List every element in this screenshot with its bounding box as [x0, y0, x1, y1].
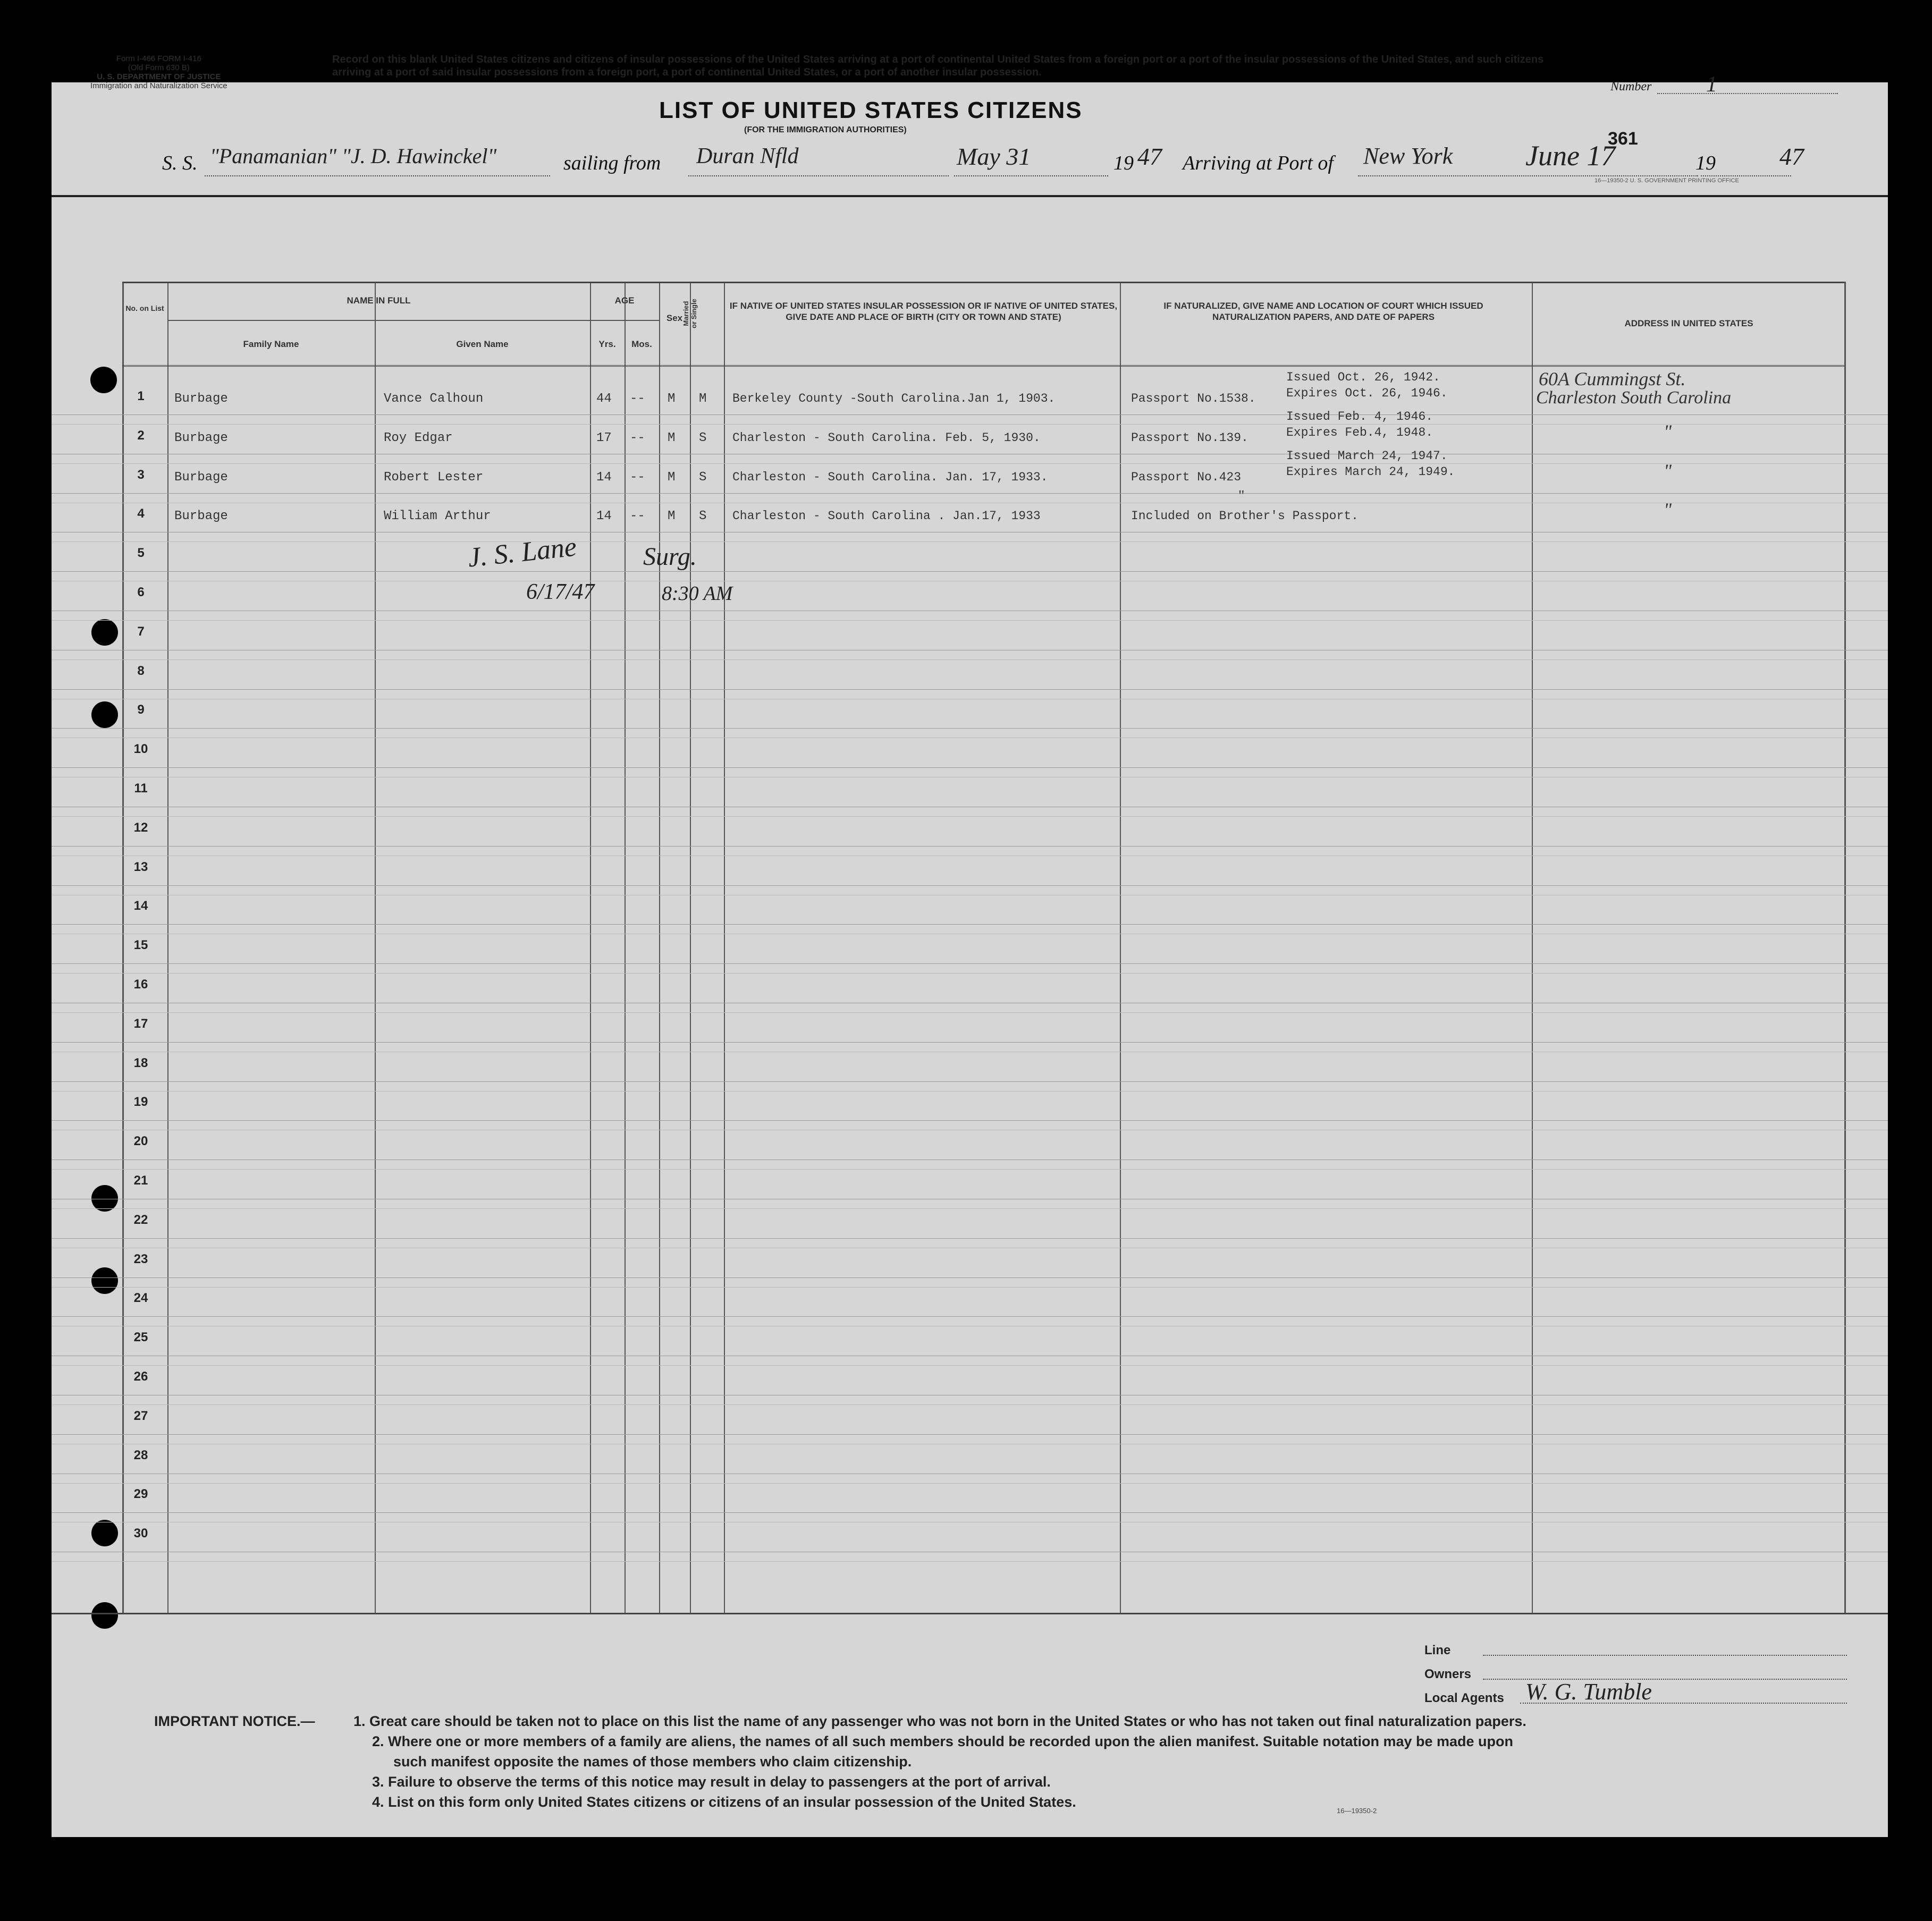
row-number: 18 [133, 1055, 148, 1070]
row-rule [52, 1512, 1888, 1513]
stamp-number: 361 [1608, 129, 1638, 149]
punch-hole [90, 367, 117, 393]
record-instructions: Record on this blank United States citizens and citizens of insular possessions of the United States arriving at a port of continental United States from a foreign port or a port of the insular possessions of the United States, and such citizens arriving at a port of said insular possessions from a foreign port, a port of continental United States, or a port of another insular possession. [332, 54, 1544, 78]
row-number: 10 [133, 742, 148, 757]
address-cell: " [1664, 460, 1672, 481]
inspector-signature-2: Surg. [643, 543, 697, 571]
row-number: 4 [137, 506, 145, 521]
header-sex: Sex [666, 313, 683, 323]
given-name-cell: Vance Calhoun [384, 392, 484, 406]
notice-item-3: 3. Failure to observe the terms of this notice may result in delay to passengers at the port of arrival. [372, 1774, 1051, 1790]
row-rule [52, 728, 1888, 729]
row-rule [52, 1042, 1888, 1043]
header-age: AGE [614, 295, 635, 306]
row-guide [52, 1483, 1888, 1484]
arr-year-prefix: 19 [1695, 152, 1716, 174]
row-rule [52, 1316, 1888, 1317]
family-name-cell: Burbage [174, 392, 228, 406]
row-number: 7 [137, 624, 145, 639]
service-name: Immigration and Naturalization Service [90, 81, 227, 90]
header-top-rule [122, 282, 1844, 283]
row-number: 26 [133, 1369, 148, 1384]
birth-cell: Berkeley County -South Carolina.Jan 1, 1903. [732, 392, 1056, 405]
row-rule [52, 963, 1888, 964]
row-rule [52, 493, 1888, 494]
row-number: 3 [137, 467, 145, 482]
sex-cell: M [668, 430, 676, 445]
row-number: 11 [134, 781, 148, 796]
to-port-line [1358, 175, 1698, 176]
arriving-label: Arriving at Port of [1183, 152, 1334, 174]
row-number: 27 [133, 1408, 148, 1423]
passport-ditto-mark: " [1238, 488, 1245, 505]
passport-issued-cell: Issued March 24, 1947. [1286, 448, 1448, 463]
age-months-cell: -- [630, 509, 645, 524]
address-line-2: Charleston South Carolina [1536, 388, 1732, 408]
row-rule [52, 1120, 1888, 1121]
birth-cell: Charleston - South Carolina. Feb. 5, 1930. [732, 430, 1041, 445]
sex-cell: M [668, 392, 676, 406]
ss-label: S. S. [162, 152, 198, 174]
local-agents-signature: W. G. Tumble [1525, 1679, 1652, 1705]
header-family-name: Family Name [243, 339, 299, 349]
row-number: 8 [137, 663, 145, 678]
sail-date: May 31 [957, 143, 1031, 170]
punch-hole [91, 1520, 118, 1546]
row-guide [52, 1561, 1888, 1562]
header-given-name: Given Name [456, 339, 509, 349]
row-guide [52, 973, 1888, 974]
row-number: 5 [137, 546, 145, 561]
row-number: 19 [133, 1095, 148, 1110]
row-number: 2 [137, 428, 145, 443]
inspector-date: 6/17/47 [526, 580, 595, 604]
header-address: ADDRESS IN UNITED STATES [1624, 318, 1753, 328]
passport-cell: Included on Brother's Passport. [1131, 509, 1359, 523]
row-number: 13 [133, 859, 148, 874]
old-form-number: (Old Form 630 B) [128, 63, 190, 72]
row-guide [52, 1404, 1888, 1405]
address-cell: 60A Cummingst St. [1539, 368, 1686, 390]
row-number: 6 [137, 585, 145, 599]
printing-office-note: 16—19350-2 U. S. GOVERNMENT PRINTING OFFICE [1594, 177, 1739, 184]
row-rule [52, 1434, 1888, 1435]
number-label: Number [1610, 80, 1652, 94]
sex-cell: M [668, 509, 676, 524]
row-rule [52, 885, 1888, 886]
list-number: 1 [1706, 72, 1717, 97]
row-guide [52, 1169, 1888, 1170]
row-guide [52, 1208, 1888, 1209]
column-rule [724, 282, 725, 1613]
header-yrs: Yrs. [598, 339, 616, 349]
row-number: 30 [133, 1526, 148, 1541]
row-number: 22 [133, 1212, 148, 1227]
row-number: 28 [133, 1448, 148, 1462]
header-no-on-list: No. on List [125, 304, 164, 312]
row-rule [52, 1238, 1888, 1239]
from-port-line [688, 175, 949, 176]
name-subheader-rule [167, 320, 590, 321]
ship-line [205, 175, 550, 176]
table-top-rule [52, 195, 1888, 197]
from-port: Duran Nfld [696, 144, 799, 168]
row-guide [52, 541, 1888, 542]
punch-hole [91, 1602, 118, 1629]
column-rule [690, 282, 691, 1613]
line-field [1483, 1655, 1847, 1656]
table-bottom-rule [52, 1613, 1888, 1614]
row-guide [52, 620, 1888, 621]
address-cell: " [1664, 420, 1672, 442]
column-rule [590, 282, 591, 1613]
header-name-in-full: NAME IN FULL [347, 295, 411, 306]
row-rule [52, 1277, 1888, 1278]
page-subtitle: (FOR THE IMMIGRATION AUTHORITIES) [744, 125, 907, 134]
sail-year-prefix: 19 [1113, 152, 1134, 174]
row-rule [52, 571, 1888, 572]
column-rule [659, 282, 660, 1613]
row-number: 24 [133, 1291, 148, 1306]
punch-hole [91, 619, 118, 646]
row-guide [52, 1365, 1888, 1366]
header-bottom-rule [122, 365, 1844, 367]
age-years-cell: 14 [596, 509, 612, 524]
arr-date-line [1701, 175, 1791, 176]
column-rule [375, 282, 376, 1613]
sail-year: 47 [1137, 143, 1162, 170]
column-rule [1532, 282, 1533, 1613]
row-rule [52, 767, 1888, 768]
row-guide [52, 816, 1888, 817]
notice-title: IMPORTANT NOTICE.— [154, 1713, 315, 1729]
row-guide [52, 1287, 1888, 1288]
marital-status-cell: S [699, 470, 707, 485]
row-number: 23 [133, 1251, 148, 1266]
row-number: 25 [133, 1330, 148, 1345]
header-married-single: Married or Single [682, 299, 698, 328]
local-agents-label: Local Agents [1424, 1691, 1504, 1705]
row-number: 16 [133, 977, 148, 992]
header-naturalized: IF NATURALIZED, GIVE NAME AND LOCATION OF COURT WHICH ISSUED NATURALIZATION PAPERS, AND DATE OF PAPERS [1163, 301, 1483, 322]
owners-label: Owners [1424, 1667, 1472, 1681]
address-cell: " [1664, 499, 1672, 521]
number-line [1657, 93, 1838, 94]
notice-item-1: 1. Great care should be taken not to place on this list the name of any passenger who was not born in the United States or who has not taken out final naturalization papers. [353, 1713, 1526, 1729]
inspector-signature: J. S. Lane [466, 531, 578, 573]
row-guide [52, 659, 1888, 660]
row-rule [52, 1081, 1888, 1082]
age-months-cell: -- [630, 392, 645, 406]
family-name-cell: Burbage [174, 509, 228, 524]
inspection-time: 8:30 AM [662, 582, 733, 605]
form-code: 16—19350-2 [1337, 1807, 1377, 1815]
punch-hole [91, 1185, 118, 1212]
age-subheader-rule [590, 320, 659, 321]
age-months-cell: -- [630, 470, 645, 485]
line-label: Line [1424, 1643, 1451, 1657]
passport-expires-cell: Expires Oct. 26, 1946. [1286, 386, 1448, 400]
passport-issued-cell: Issued Feb. 4, 1946. [1286, 409, 1433, 424]
passport-cell: Passport No.423 [1131, 470, 1242, 484]
notice-item-4: 4. List on this form only United States citizens or citizens of an insular possession of the United States. [372, 1794, 1076, 1810]
row-guide [52, 1012, 1888, 1013]
row-number: 1 [137, 389, 145, 403]
given-name-cell: William Arthur [384, 509, 491, 524]
family-name-cell: Burbage [174, 430, 228, 445]
row-number: 15 [133, 938, 148, 953]
passport-expires-cell: Expires March 24, 1949. [1286, 464, 1455, 479]
column-rule [167, 282, 168, 1613]
given-name-cell: Robert Lester [384, 470, 484, 485]
sail-date-line [954, 175, 1108, 176]
column-rule [1120, 282, 1121, 1613]
form-number: Form I-466 FORM I-416 [116, 54, 201, 63]
row-rule [52, 414, 1888, 415]
row-guide [52, 424, 1888, 425]
punch-hole [91, 1267, 118, 1294]
passport-issued-cell: Issued Oct. 26, 1942. [1286, 370, 1440, 384]
age-months-cell: -- [630, 430, 645, 445]
notice-item-2a: 2. Where one or more members of a family are aliens, the names of all such members should be recorded upon the alien manifest. Suitable notation may be made upon [372, 1733, 1514, 1749]
ship-name: "Panamanian" "J. D. Hawinckel" [210, 144, 497, 168]
age-years-cell: 44 [596, 392, 612, 406]
column-rule [625, 282, 626, 1613]
marital-status-cell: S [699, 430, 707, 445]
given-name-cell: Roy Edgar [384, 430, 453, 445]
department-name: U. S. DEPARTMENT OF JUSTICE [97, 72, 221, 81]
row-number: 12 [133, 820, 148, 835]
row-number: 21 [133, 1173, 148, 1188]
notice-item-2b: such manifest opposite the names of those members who claim citizenship. [393, 1754, 912, 1770]
column-rule [1844, 282, 1846, 1613]
row-number: 17 [133, 1016, 148, 1031]
sex-cell: M [668, 470, 676, 485]
page-title: LIST OF UNITED STATES CITIZENS [659, 97, 1083, 123]
birth-cell: Charleston - South Carolina. Jan. 17, 1933. [732, 470, 1048, 484]
age-years-cell: 17 [596, 430, 612, 445]
row-rule [52, 689, 1888, 690]
to-port: New York [1363, 143, 1453, 169]
punch-hole [91, 701, 118, 728]
row-number: 29 [133, 1487, 148, 1502]
family-name-cell: Burbage [174, 470, 228, 485]
row-number: 14 [133, 899, 148, 913]
row-guide [52, 463, 1888, 464]
passport-cell: Passport No.139. [1131, 430, 1248, 445]
arr-year: 47 [1779, 143, 1804, 170]
passport-expires-cell: Expires Feb.4, 1948. [1286, 425, 1433, 439]
marital-status-cell: S [699, 509, 707, 524]
row-rule [52, 924, 1888, 925]
birth-cell: Charleston - South Carolina . Jan.17, 1933 [732, 509, 1041, 523]
row-rule [52, 846, 1888, 847]
form-identifier [90, 54, 227, 90]
row-number: 9 [137, 703, 145, 717]
arrival-date: June 17 [1525, 140, 1616, 172]
header-mos: Mos. [631, 339, 652, 349]
header-birth: IF NATIVE OF UNITED STATES INSULAR POSSESSION OR IF NATIVE OF UNITED STATES, GIVE DATE AND PLACE OF BIRTH (CITY OR TOWN AND STATE) [729, 301, 1118, 322]
passport-cell: Passport No.1538. [1131, 392, 1256, 405]
sailing-from-label: sailing from [563, 152, 661, 174]
age-years-cell: 14 [596, 470, 612, 485]
marital-status-cell: M [699, 392, 707, 406]
row-number: 20 [133, 1134, 148, 1149]
